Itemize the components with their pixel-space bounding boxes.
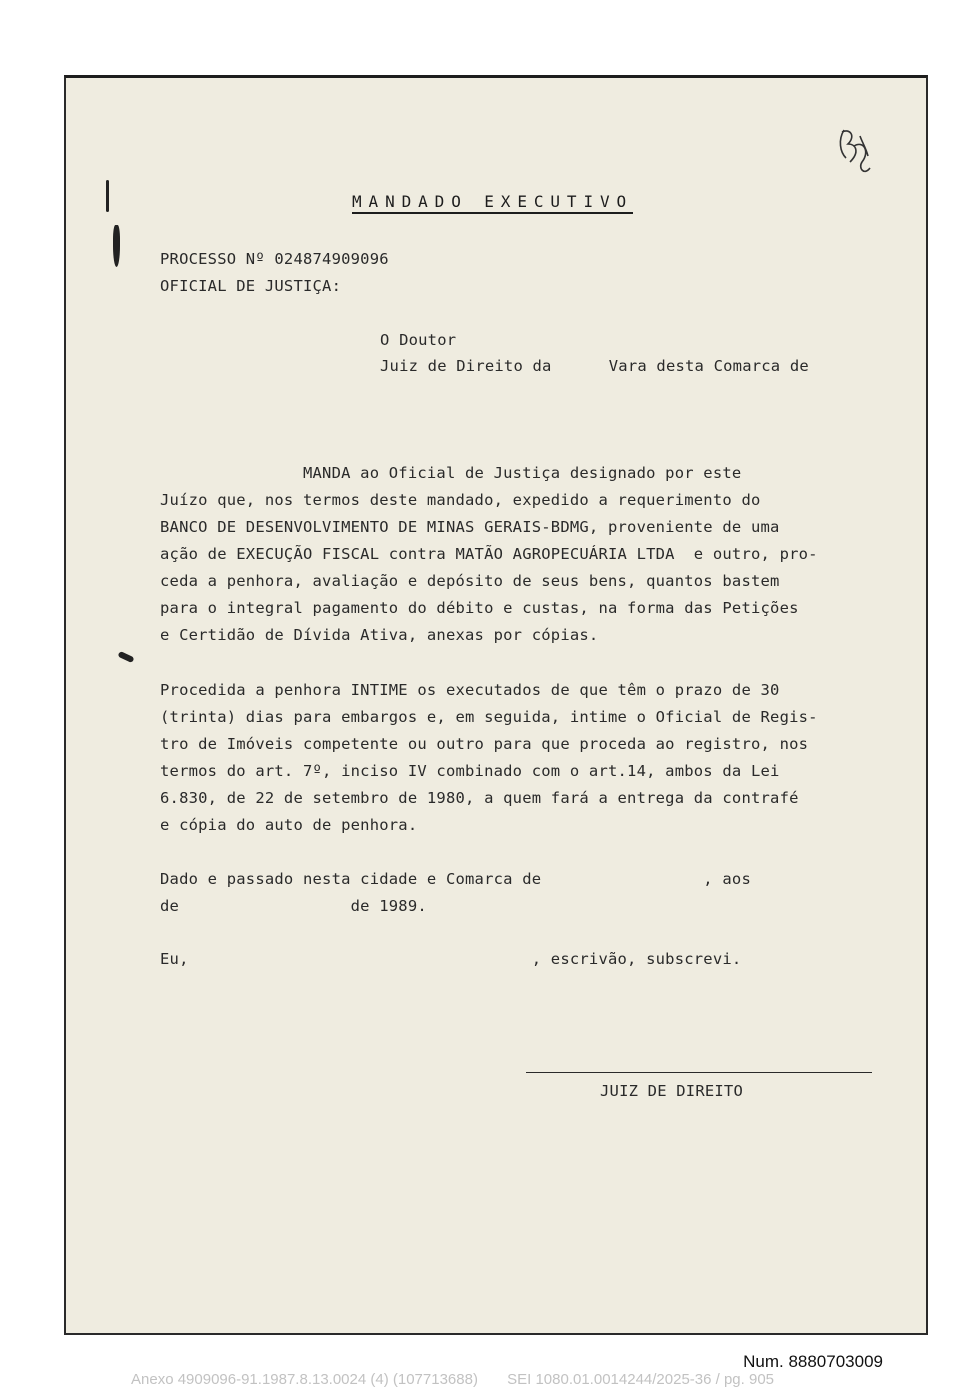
- handwritten-page-mark: [836, 122, 876, 180]
- body-line: ação de EXECUÇÃO FISCAL contra MATÃO AGROPECUÁRIA LTDA e outro, pro-: [160, 545, 818, 563]
- dado-line-2: de de 1989.: [160, 897, 427, 915]
- document-meta: Anexo 4909096-91.1987.8.13.0024 (4) (107713688) SEI 1080.01.0014244/2025-36 / pg. 905: [131, 1371, 775, 1388]
- body-line: Procedida a penhora INTIME os executados de que têm o prazo de 30: [160, 681, 780, 699]
- document-title: MANDADO EXECUTIVO: [352, 192, 633, 214]
- oficial-label: OFICIAL DE JUSTIÇA:: [160, 277, 342, 295]
- addressee-line-1: O Doutor: [380, 331, 457, 349]
- body-line: MANDA ao Oficial de Justiça designado por este: [160, 464, 742, 482]
- signature-line: [526, 1072, 872, 1073]
- processo-number: PROCESSO Nº 024874909096: [160, 250, 389, 268]
- scan-mark: [113, 225, 120, 267]
- signature-label: JUIZ DE DIREITO: [600, 1082, 743, 1100]
- document-number: Num. 8880703009: [743, 1352, 883, 1371]
- body-line: 6.830, de 22 de setembro de 1980, a quem fará a entrega da contrafé: [160, 789, 799, 807]
- body-line: termos do art. 7º, inciso IV combinado com o art.14, ambos da Lei: [160, 762, 780, 780]
- body-line: e Certidão de Dívida Ativa, anexas por cópias.: [160, 626, 599, 644]
- scan-mark: [106, 180, 109, 212]
- body-line: BANCO DE DESENVOLVIMENTO DE MINAS GERAIS-BDMG, proveniente de uma: [160, 518, 780, 536]
- body-line: tro de Imóveis competente ou outro para que proceda ao registro, nos: [160, 735, 809, 753]
- body-line: Juízo que, nos termos deste mandado, expedido a requerimento do: [160, 491, 761, 509]
- body-line: (trinta) dias para embargos e, em seguida, intime o Oficial de Regis-: [160, 708, 818, 726]
- body-line: e cópia do auto de penhora.: [160, 816, 418, 834]
- dado-line-1: Dado e passado nesta cidade e Comarca de , aos: [160, 870, 751, 888]
- addressee-line-2: Juiz de Direito da Vara desta Comarca de: [380, 357, 809, 375]
- escrivao-line: Eu, , escrivão, subscrevi.: [160, 950, 742, 968]
- body-line: para o integral pagamento do débito e custas, na forma das Petições: [160, 599, 799, 617]
- body-line: ceda a penhora, avaliação e depósito de seus bens, quantos bastem: [160, 572, 780, 590]
